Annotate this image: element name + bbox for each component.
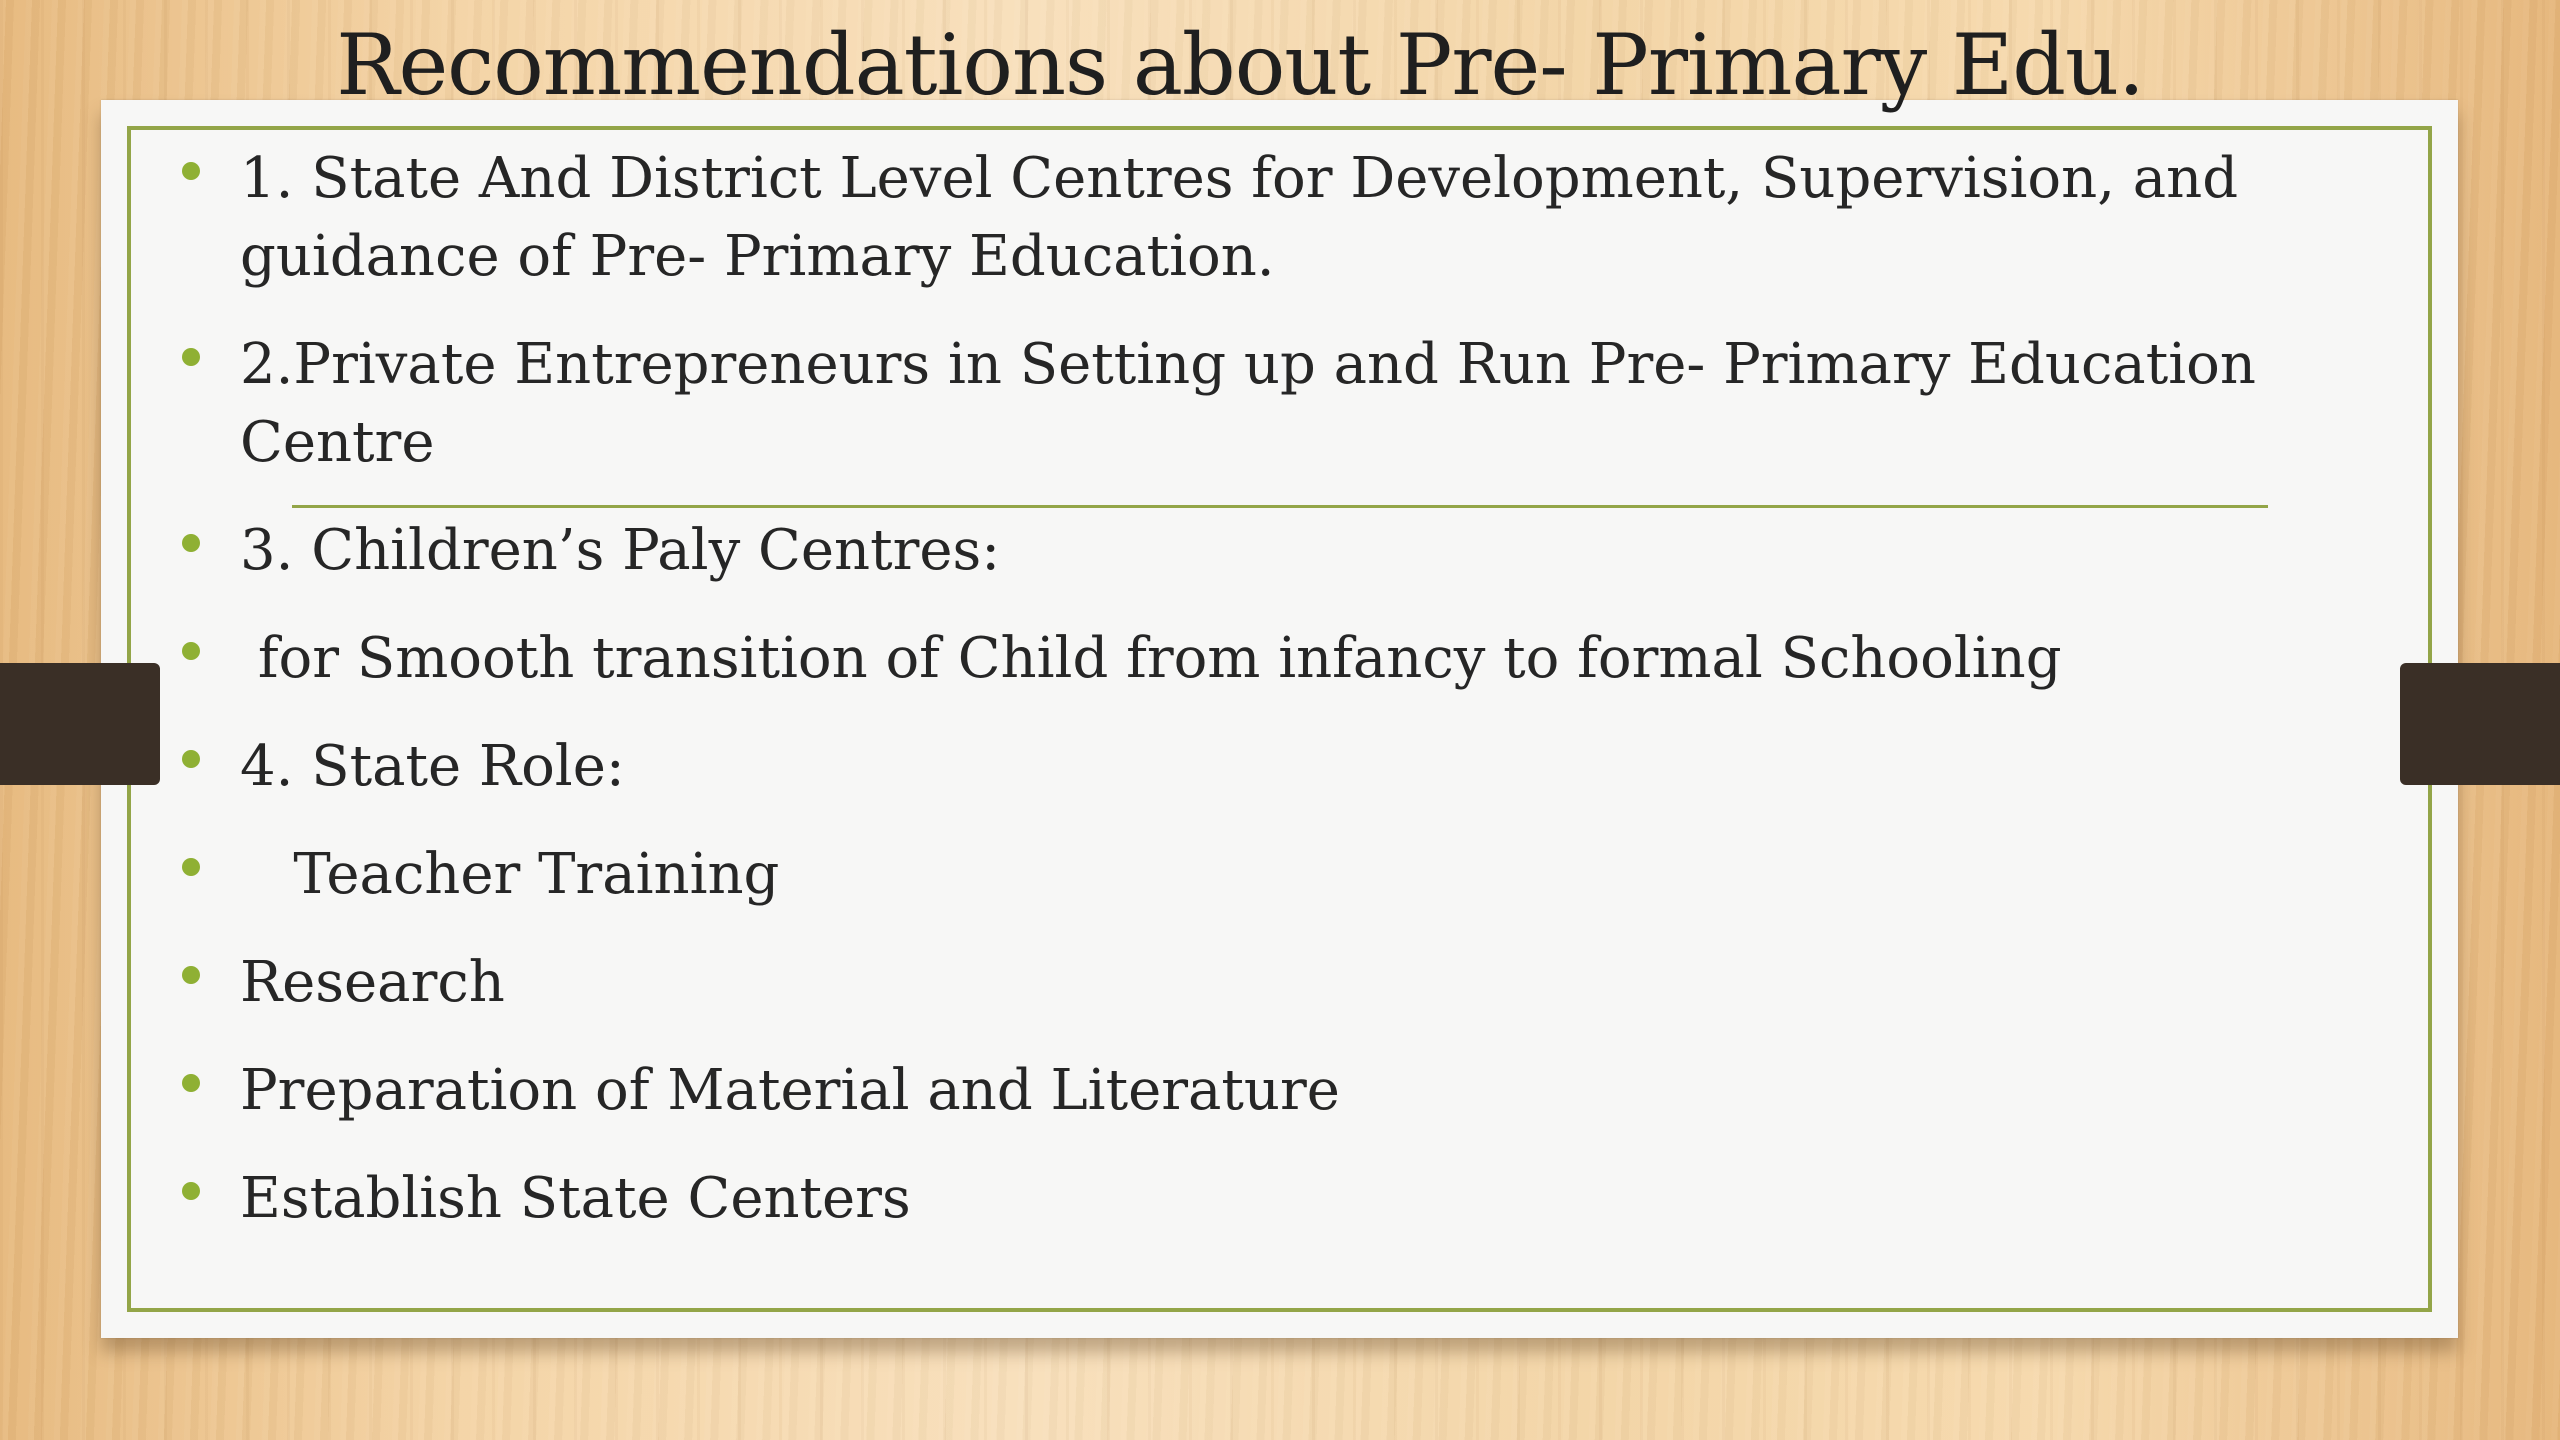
bullet-item-7 <box>180 944 2330 1022</box>
bullet-item-5 <box>180 728 2330 806</box>
bullet-item-6 <box>180 836 2330 914</box>
bullet-text: for Smooth transition of Child from infancy to formal Schooling <box>240 626 2062 691</box>
bullet-item-9 <box>180 1160 2330 1238</box>
binder-tab-left <box>0 663 160 785</box>
bullet-text: 1. State And District Level Centres for Development, Supervision, and guidance of Pre- Primary Education. <box>240 146 2256 289</box>
bullet-text: Research <box>240 950 505 1015</box>
bullet-dot-icon <box>182 1182 200 1200</box>
bullet-item-4 <box>180 620 2330 698</box>
bullet-text: 3. Children’s Paly Centres: <box>240 518 1001 583</box>
bullet-text: Teacher Training <box>240 842 780 907</box>
bullet-dot-icon <box>182 162 200 180</box>
bullet-text: 4. State Role: <box>240 734 625 799</box>
bullet-dot-icon <box>182 348 200 366</box>
bullet-item-3 <box>180 512 2330 590</box>
bullet-dot-icon <box>182 858 200 876</box>
bullet-dot-icon <box>182 642 200 660</box>
bullet-item-2 <box>180 326 2330 482</box>
slide-title: Recommendations about Pre- Primary Edu. <box>336 16 2144 114</box>
bullet-dot-icon <box>182 750 200 768</box>
bullet-text: Establish State Centers <box>240 1166 911 1231</box>
bullet-dot-icon <box>182 1074 200 1092</box>
bullet-list <box>180 140 2330 1268</box>
bullet-dot-icon <box>182 966 200 984</box>
bullet-text: Preparation of Material and Literature <box>240 1058 1340 1123</box>
bullet-dot-icon <box>182 534 200 552</box>
bullet-item-1 <box>180 140 2330 296</box>
binder-tab-right <box>2400 663 2560 785</box>
bullet-text: 2.Private Entrepreneurs in Setting up and Run Pre- Primary Education Centre <box>240 332 2274 475</box>
bullet-item-8 <box>180 1052 2330 1130</box>
